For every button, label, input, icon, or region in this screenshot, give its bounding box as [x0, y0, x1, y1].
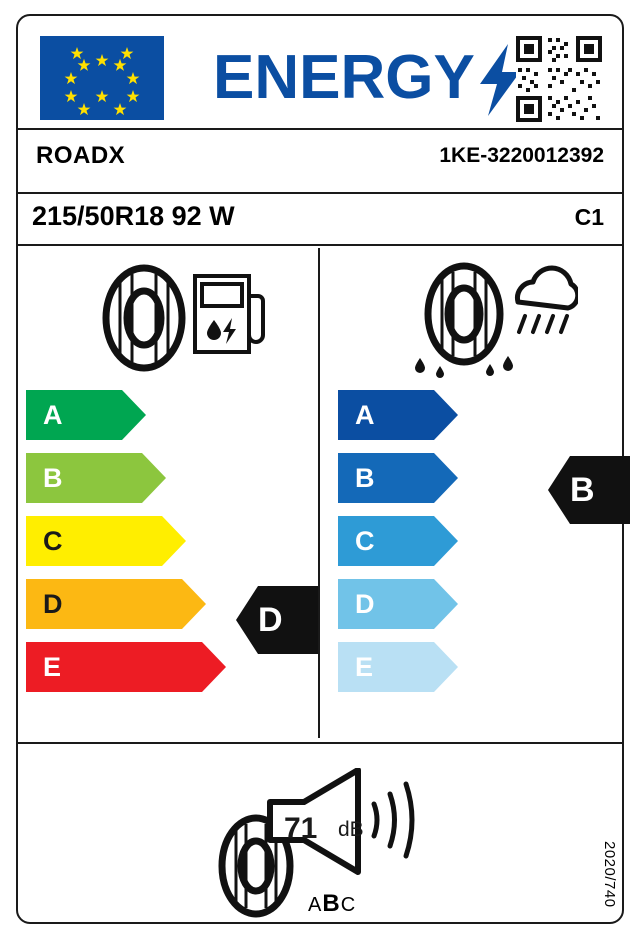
grade-row [338, 516, 458, 566]
qr-code-icon [516, 36, 602, 122]
grade-row [26, 453, 226, 503]
eu-flag-icon [40, 36, 164, 120]
energy-wordmark: ENERGY [213, 43, 475, 112]
divider-header [18, 128, 622, 130]
noise-unit: dB [338, 818, 364, 841]
fuel-efficiency-result [236, 586, 318, 654]
fuel-efficiency-result-letter: D [258, 601, 283, 639]
noise-class-scale [308, 890, 356, 918]
noise-value: 71 [284, 812, 318, 845]
grade-row [26, 390, 226, 440]
column-divider [318, 248, 320, 738]
divider-noise [18, 742, 622, 744]
grade-row [338, 390, 458, 440]
noise-section [208, 768, 438, 918]
divider-size [18, 244, 622, 246]
grade-row [26, 579, 226, 629]
grade-letter: E [43, 652, 62, 682]
regulation-reference: 2020/740 [601, 841, 618, 908]
noise-class-c: C [340, 894, 357, 916]
label-header [18, 16, 622, 128]
tyre-class: C1 [574, 204, 604, 230]
grade-letter: A [355, 400, 375, 430]
energy-label-card [16, 14, 624, 924]
tyre-fuel-pump-icon [90, 262, 270, 374]
wet-grip-result [548, 456, 630, 524]
grade-letter: D [355, 589, 375, 619]
grade-row [338, 453, 458, 503]
grade-letter: D [43, 589, 63, 619]
fuel-efficiency-scale [26, 390, 226, 705]
grade-row [338, 579, 458, 629]
grade-letter: E [355, 652, 374, 682]
wet-grip-result-letter: B [570, 471, 595, 509]
grade-row [26, 516, 226, 566]
product-code: 1KE-3220012392 [439, 144, 604, 167]
grade-letter: B [355, 463, 375, 493]
grade-row [26, 642, 226, 692]
brand-name: ROADX [36, 142, 126, 169]
grade-letter: B [43, 463, 63, 493]
noise-class-a: A [308, 894, 323, 916]
divider-brand [18, 192, 622, 194]
tyre-rain-cloud-icon [398, 262, 578, 380]
wet-grip-scale [338, 390, 458, 705]
grade-row [338, 642, 458, 692]
noise-class-b-selected: B [322, 890, 341, 917]
grade-letter: C [355, 526, 375, 556]
grade-letter: A [43, 400, 63, 430]
grade-letter: C [43, 526, 63, 556]
tyre-size: 215/50R18 92 W [32, 201, 235, 231]
